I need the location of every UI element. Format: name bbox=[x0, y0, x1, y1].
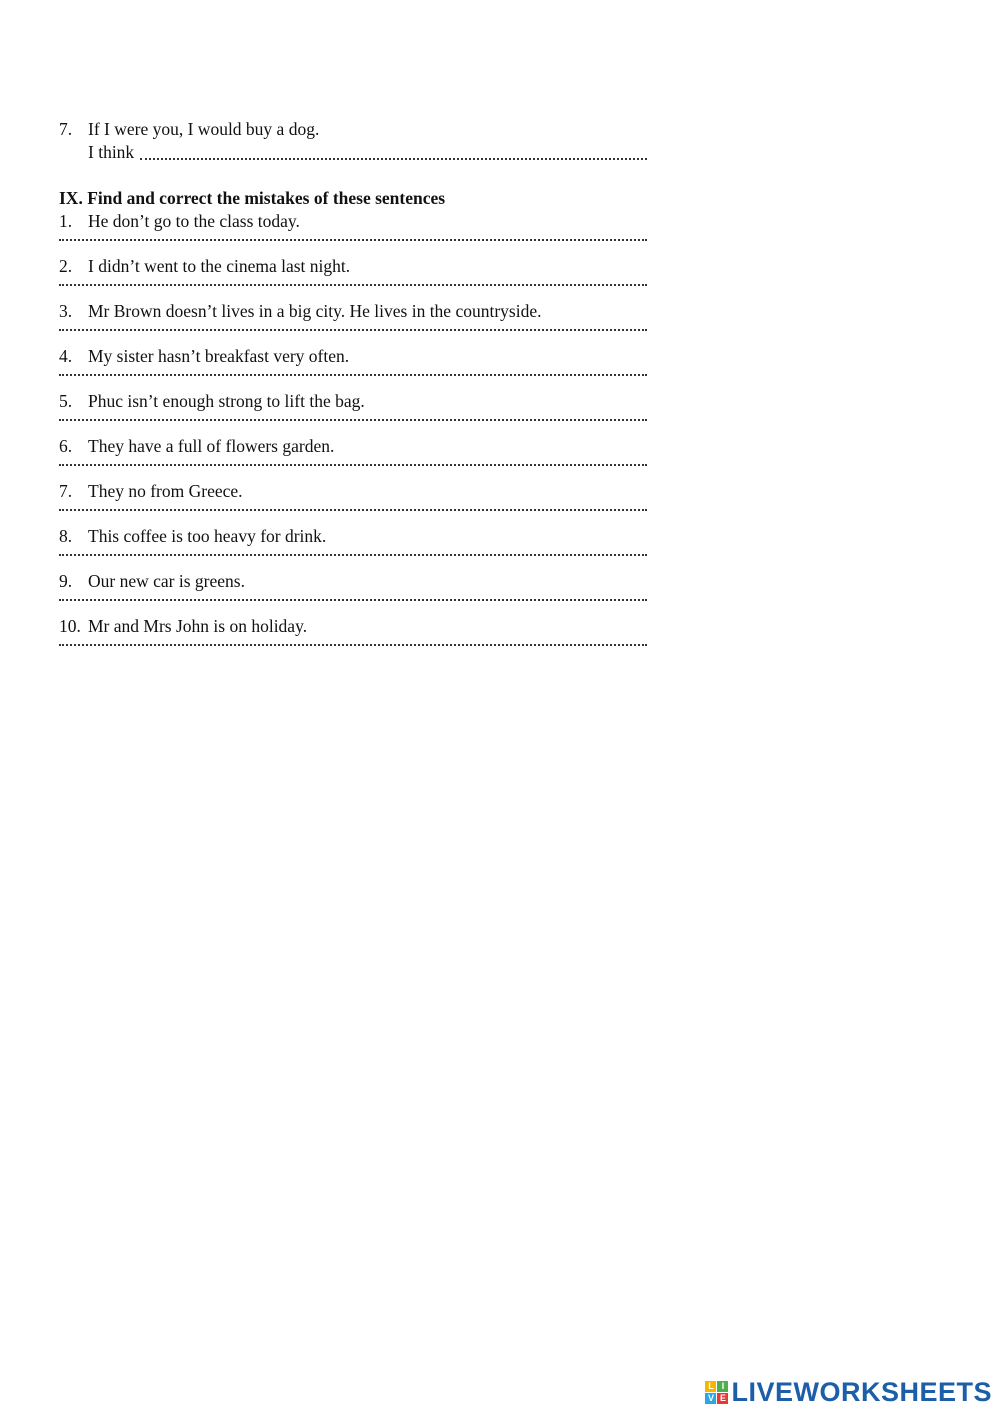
exercise-item bbox=[59, 300, 647, 345]
item-sentence: Our new car is greens. bbox=[88, 571, 245, 592]
logo-text: LIVEWORKSHEETS bbox=[731, 1376, 992, 1407]
item-number: 9. bbox=[59, 571, 73, 592]
item-number: 5. bbox=[59, 390, 73, 411]
item-sentence: This coffee is too heavy for drink. bbox=[88, 526, 327, 547]
item-number: 10. bbox=[59, 616, 81, 637]
previous-exercise-item bbox=[59, 118, 647, 163]
item-number: 1. bbox=[59, 210, 73, 231]
exercise-item bbox=[59, 615, 647, 660]
logo-letter: I bbox=[717, 1381, 728, 1392]
item-number: 3. bbox=[59, 300, 73, 321]
answer-blank[interactable] bbox=[59, 231, 647, 241]
exercise-item bbox=[59, 345, 647, 390]
exercise-item bbox=[59, 570, 647, 615]
answer-blank[interactable] bbox=[59, 366, 647, 376]
logo-letter: L bbox=[705, 1381, 716, 1392]
answer-blank[interactable] bbox=[59, 636, 647, 646]
worksheet bbox=[59, 118, 647, 660]
exercise-item bbox=[59, 390, 647, 435]
section-title: IX. Find and correct the mistakes of these sentences bbox=[59, 188, 446, 208]
logo-mark-icon bbox=[705, 1381, 728, 1404]
answer-blank[interactable] bbox=[59, 411, 647, 421]
exercise-item bbox=[59, 480, 647, 525]
item-sentence: They have a full of flowers garden. bbox=[88, 435, 335, 456]
exercise-list bbox=[59, 210, 647, 661]
logo-letter: E bbox=[717, 1393, 728, 1404]
item-number: 2. bbox=[59, 255, 73, 276]
liveworksheets-logo bbox=[705, 1377, 992, 1407]
item-sentence: My sister hasn’t breakfast very often. bbox=[88, 345, 350, 366]
item-number: 4. bbox=[59, 345, 73, 366]
answer-lead-text: I think bbox=[88, 142, 135, 162]
item-number: 6. bbox=[59, 435, 73, 456]
exercise-item bbox=[59, 525, 647, 570]
item-sentence: He don’t go to the class today. bbox=[88, 210, 300, 231]
item-sentence: If I were you, I would buy a dog. bbox=[88, 119, 320, 139]
exercise-item bbox=[59, 435, 647, 480]
item-sentence: I didn’t went to the cinema last night. bbox=[88, 255, 351, 276]
answer-blank[interactable] bbox=[59, 546, 647, 556]
answer-line[interactable] bbox=[88, 141, 647, 164]
answer-blank[interactable] bbox=[59, 276, 647, 286]
item-sentence: Phuc isn’t enough strong to lift the bag. bbox=[88, 390, 365, 411]
exercise-item bbox=[59, 210, 647, 255]
answer-blank[interactable] bbox=[140, 142, 647, 160]
exercise-item bbox=[59, 255, 647, 300]
item-sentence: Mr Brown doesn’t lives in a big city. He lives in the countryside. bbox=[88, 300, 542, 321]
logo-letter: V bbox=[705, 1393, 716, 1404]
item-number: 7. bbox=[59, 481, 73, 502]
answer-blank[interactable] bbox=[59, 456, 647, 466]
answer-blank[interactable] bbox=[59, 501, 647, 511]
item-sentence: Mr and Mrs John is on holiday. bbox=[88, 616, 308, 637]
answer-blank[interactable] bbox=[59, 591, 647, 601]
answer-blank[interactable] bbox=[59, 321, 647, 331]
item-sentence: They no from Greece. bbox=[88, 481, 243, 502]
item-number: 7. bbox=[59, 119, 73, 139]
item-number: 8. bbox=[59, 526, 73, 547]
